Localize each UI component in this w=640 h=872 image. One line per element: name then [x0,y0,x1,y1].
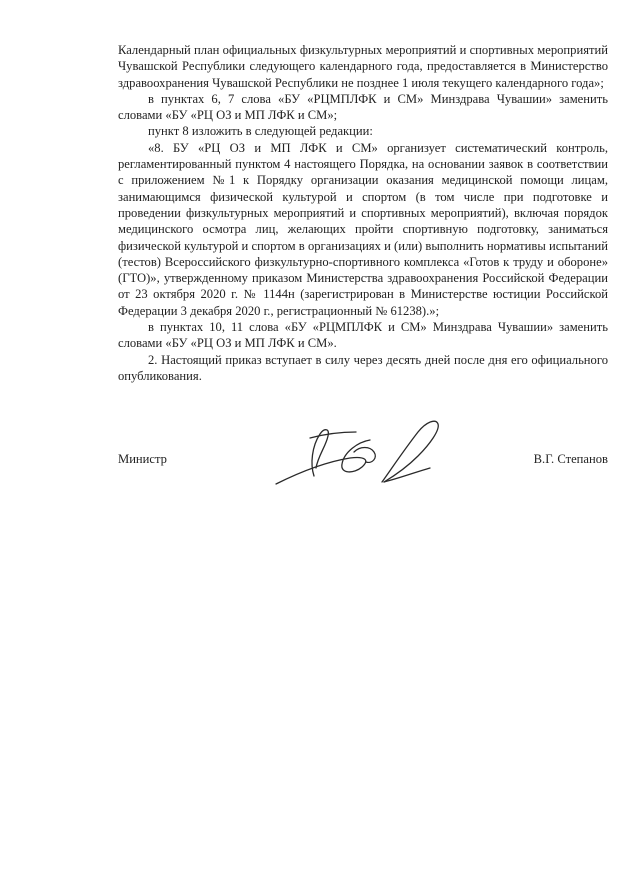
paragraph-item-8-intro: пункт 8 изложить в следующей редакции: [148,124,373,139]
paragraph-items-6-7: в пунктах 6, 7 слова «БУ «РЦМПЛФК и СМ» Минздрава Чувашии» заменить словами «БУ «РЦ ОЗ и МП ЛФК и СМ»; [118,91,608,123]
signatory-role: Министр [118,452,167,466]
paragraph-items-10-11: в пунктах 10, 11 слова «БУ «РЦМПЛФК и СМ» Минздрава Чувашии» заменить словами «БУ «РЦ ОЗ и МП ЛФК и СМ». [118,320,608,351]
paragraph-item-8-text: «8. БУ «РЦ ОЗ и МП ЛФК и СМ» организует систематический контроль, регламентированный пунктом 4 настоящего Порядка, на основании заявок в соответствии с приложением №1 к Порядку организации оказания медицинской помощи лицам, занимающимся физической культурой и спортом (в том числе при подготовке и проведении физкультурных мероприятий и спортивных мероприятий), включая порядок медицинского осмотра лиц, желающих пройти спортивную подготовку, заниматься физической культурой и спортом в организациях и (или) выполнить нормативы испытаний (тестов) Всероссийского физкультурно-спортивного комплекса «Готов к труду и обороне» (ГТО)», утвержденному приказом Министерства здравоохранения Российской Федерации от 23 октября 2020 г. № 1144н (зарегистрирован в Министерстве юстиции Российской Федерации 3 декабря 2020 г., регистрационный № 61238).»; [118,140,608,318]
signatory-name: В.Г. Степанов [533,452,608,466]
paragraph-entry-into-force: 2. Настоящий приказ вступает в силу через десять дней после дня его официального опубликования. [118,352,608,383]
document-body [118,42,608,384]
paragraph-calendar-plan: Календарный план официальных физкультурных мероприятий и спортивных мероприятий Чувашской Республики следующего календарного года, предоставляется в Министерство здравоохранения Чувашской Республики не позднее 1 июля текущего календарного года»; [118,43,608,90]
handwritten-signature [270,412,460,492]
